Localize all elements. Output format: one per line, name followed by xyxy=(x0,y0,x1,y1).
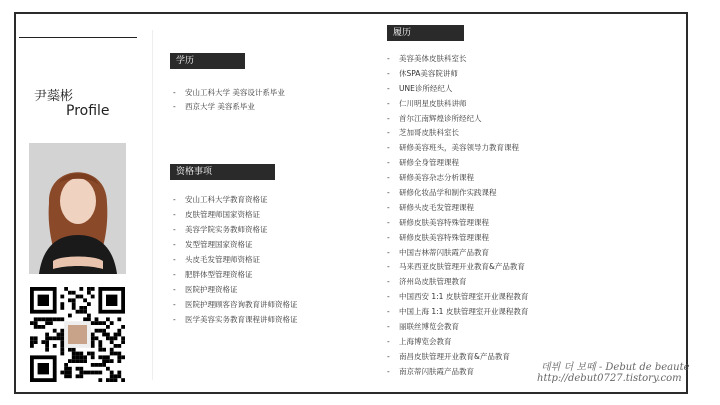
qr-module xyxy=(95,317,99,321)
bullet-dash: - xyxy=(387,83,390,93)
qr-module xyxy=(110,321,114,325)
qr-module xyxy=(60,295,64,299)
list-item-text: 马来西亚皮肤管理开业教育&产品教育 xyxy=(399,262,525,272)
qr-module xyxy=(34,321,38,325)
qr-module xyxy=(57,333,61,337)
qr-module xyxy=(68,374,72,378)
qr-module xyxy=(38,363,49,374)
qr-module xyxy=(68,291,72,295)
list-item-text: 丽联丝博览会教育 xyxy=(399,322,459,332)
bullet-dash: - xyxy=(387,262,390,272)
qr-module xyxy=(106,359,110,363)
list-item xyxy=(387,246,528,261)
list-item xyxy=(387,365,528,380)
qr-module xyxy=(57,317,61,321)
qr-module xyxy=(41,317,45,321)
qr-module xyxy=(72,348,76,352)
list-item xyxy=(387,216,528,231)
list-item-text: 头皮毛发管理师资格证 xyxy=(185,255,260,264)
qr-module xyxy=(45,344,49,348)
list-item-text: 西京大学 美容系毕业 xyxy=(185,102,255,111)
list-item xyxy=(173,86,285,100)
qr-module xyxy=(76,352,80,356)
qr-module xyxy=(30,321,34,325)
qr-module xyxy=(79,359,83,363)
bullet-dash: - xyxy=(173,255,176,264)
bullet-dash: - xyxy=(387,232,390,242)
qr-module xyxy=(114,378,118,382)
list-item-text: 安山工科大学教育资格证 xyxy=(185,195,268,204)
list-item-text: 研修皮肤美容特殊管理课程 xyxy=(399,232,489,242)
qr-module xyxy=(76,367,80,371)
qualifications-title: 资格事项 xyxy=(176,167,213,177)
bullet-dash: - xyxy=(387,307,390,317)
qr-module xyxy=(64,367,68,371)
watermark-url: http://debut0727.tistory.com xyxy=(537,373,682,384)
qr-module xyxy=(68,367,72,371)
list-item-text: 中国西安 1:1 皮肤管理室开业课程教育 xyxy=(399,292,529,302)
qr-module xyxy=(79,367,83,371)
list-item-text: 发型管理国家资格证 xyxy=(185,240,253,249)
qr-module xyxy=(38,295,49,306)
qr-module xyxy=(30,344,34,348)
list-item-text: 济州岛皮肤管理教育 xyxy=(399,277,467,287)
list-item xyxy=(173,207,298,222)
qr-module xyxy=(121,336,125,340)
qr-module xyxy=(117,374,121,378)
bullet-dash: - xyxy=(387,217,390,227)
qr-module xyxy=(60,344,64,348)
bullet-dash: - xyxy=(173,285,176,294)
qr-module xyxy=(121,340,125,344)
qr-module xyxy=(79,306,83,310)
bullet-dash: - xyxy=(387,98,390,108)
qr-module xyxy=(98,344,102,348)
bullet-dash: - xyxy=(387,351,390,361)
top-divider xyxy=(19,37,137,38)
career-list xyxy=(387,52,528,380)
qr-module xyxy=(83,371,87,375)
qr-module xyxy=(98,321,102,325)
list-item-text: 安山工科大学 美容设计系毕业 xyxy=(185,88,285,97)
qr-module xyxy=(60,329,64,333)
qr-module xyxy=(53,329,57,333)
qr-module xyxy=(79,287,83,291)
qr-module xyxy=(45,321,49,325)
list-item xyxy=(387,290,528,305)
bullet-dash: - xyxy=(173,88,176,97)
qr-module xyxy=(102,333,106,337)
qr-module xyxy=(60,340,64,344)
bullet-dash: - xyxy=(173,315,176,324)
qr-module xyxy=(79,371,83,375)
list-item-text: 医院护理资格证 xyxy=(185,285,238,294)
list-item-text: 肥胖体型管理资格证 xyxy=(185,270,253,279)
qr-module xyxy=(121,355,125,359)
qr-module xyxy=(53,336,57,340)
bullet-dash: - xyxy=(387,247,390,257)
qr-module xyxy=(76,355,80,359)
list-item-text: 南京蒂闪肤霞产品教育 xyxy=(399,366,474,376)
qr-module xyxy=(41,325,45,329)
qr-module xyxy=(45,336,49,340)
qr-module xyxy=(117,333,121,337)
qr-module xyxy=(114,344,118,348)
list-item-text: 医学美容实务教育课程讲师资格证 xyxy=(185,315,298,324)
qualifications-header xyxy=(170,164,275,180)
list-item xyxy=(173,252,298,267)
list-item xyxy=(387,201,528,216)
qr-code-graphic xyxy=(30,287,125,382)
list-item xyxy=(387,305,528,320)
qr-module xyxy=(110,374,114,378)
qr-module xyxy=(72,359,76,363)
list-item xyxy=(387,320,528,335)
qr-module xyxy=(41,340,45,344)
qr-module xyxy=(83,355,87,359)
qr-module xyxy=(83,317,87,321)
bullet-dash: - xyxy=(173,195,176,204)
qr-module xyxy=(102,348,106,352)
list-item-text: 研修头皮毛发管理课程 xyxy=(399,202,474,212)
list-item xyxy=(387,52,528,67)
bullet-dash: - xyxy=(173,300,176,309)
qr-module xyxy=(117,352,121,356)
list-item xyxy=(387,112,528,127)
qr-module xyxy=(106,333,110,337)
qr-module xyxy=(38,317,42,321)
qr-module xyxy=(49,317,53,321)
qr-module xyxy=(68,314,72,318)
qr-module xyxy=(95,363,99,367)
list-item xyxy=(173,312,298,327)
qr-module xyxy=(76,310,80,314)
bullet-dash: - xyxy=(387,68,390,78)
list-item-text: 研修美容杂志分析课程 xyxy=(399,173,474,183)
bullet-dash: - xyxy=(173,270,176,279)
bullet-dash: - xyxy=(173,240,176,249)
qr-module xyxy=(98,355,102,359)
list-item xyxy=(387,97,528,112)
qr-module xyxy=(64,363,68,367)
qr-module xyxy=(91,371,95,375)
qr-module xyxy=(64,374,68,378)
qr-module xyxy=(87,314,91,318)
bullet-dash: - xyxy=(387,128,390,138)
list-item xyxy=(387,231,528,246)
qr-module xyxy=(60,371,64,375)
qr-module xyxy=(72,302,76,306)
qr-module xyxy=(79,355,83,359)
qr-module xyxy=(64,287,68,291)
qr-module xyxy=(98,378,102,382)
list-item xyxy=(173,192,298,207)
qr-module xyxy=(106,336,110,340)
list-item xyxy=(173,100,285,114)
qr-module xyxy=(72,352,76,356)
qr-module xyxy=(68,348,72,352)
qr-module xyxy=(121,378,125,382)
qr-module xyxy=(83,359,87,363)
qr-code xyxy=(30,287,125,382)
list-item xyxy=(173,282,298,297)
qualifications-list xyxy=(173,192,298,327)
list-item xyxy=(387,350,528,365)
qr-module xyxy=(110,371,114,375)
qr-module xyxy=(102,329,106,333)
qr-module xyxy=(60,317,64,321)
qr-module xyxy=(98,329,102,333)
qr-module xyxy=(83,310,87,314)
qr-module xyxy=(87,371,91,375)
bullet-dash: - xyxy=(173,210,176,219)
qr-module xyxy=(110,359,114,363)
qr-module xyxy=(34,325,38,329)
qr-module xyxy=(60,306,64,310)
qr-module xyxy=(114,336,118,340)
bullet-dash: - xyxy=(387,158,390,168)
list-item xyxy=(387,82,528,97)
qr-module xyxy=(79,310,83,314)
qr-module xyxy=(91,344,95,348)
qr-module xyxy=(76,359,80,363)
qr-module xyxy=(106,325,110,329)
list-item-text: 研修皮肤美容特殊管理课程 xyxy=(399,217,489,227)
qr-module xyxy=(60,333,64,337)
list-item xyxy=(387,141,528,156)
bullet-dash: - xyxy=(173,102,176,111)
education-header xyxy=(170,53,245,69)
qr-module xyxy=(117,355,121,359)
bullet-dash: - xyxy=(387,143,390,153)
column-divider xyxy=(152,30,153,380)
education-list xyxy=(173,86,285,114)
qr-module xyxy=(91,352,95,356)
qr-module xyxy=(110,348,114,352)
bullet-dash: - xyxy=(387,322,390,332)
bullet-dash: - xyxy=(387,292,390,302)
list-item-text: 芝加哥皮肤科室长 xyxy=(399,128,459,138)
qr-module xyxy=(98,363,102,367)
qr-module xyxy=(91,287,95,291)
list-item xyxy=(387,156,528,171)
qr-module xyxy=(30,336,34,340)
list-item-text: 仁川明星皮肤科讲师 xyxy=(399,98,467,108)
qr-module xyxy=(83,306,87,310)
bullet-dash: - xyxy=(387,188,390,198)
list-item-text: 上海博览会教育 xyxy=(399,336,452,346)
qr-module xyxy=(114,333,118,337)
qr-module xyxy=(87,302,91,306)
qr-module xyxy=(114,374,118,378)
list-item-text: 美容美体皮肤科室长 xyxy=(399,54,467,63)
qr-module xyxy=(106,367,110,371)
qr-module xyxy=(95,329,99,333)
list-item xyxy=(387,67,528,82)
qr-module xyxy=(121,325,125,329)
qr-module xyxy=(53,317,57,321)
list-item xyxy=(173,267,298,282)
qr-module xyxy=(91,363,95,367)
qr-module xyxy=(79,352,83,356)
person-name: 尹蘂彬 xyxy=(34,89,74,104)
qr-module xyxy=(30,340,34,344)
qr-module xyxy=(60,336,64,340)
qr-module xyxy=(106,378,110,382)
list-item-text: 首尔江南辉煌诊所经纪人 xyxy=(399,113,482,123)
watermark-title: 데뷔 더 보떼 - Debut de beaute xyxy=(541,362,690,373)
qr-module xyxy=(68,325,87,344)
qr-module xyxy=(72,291,76,295)
qr-module xyxy=(45,333,49,337)
bullet-dash: - xyxy=(387,336,390,346)
qr-module xyxy=(60,352,64,356)
list-item-text: 南昌皮肤管理开业教育&产品教育 xyxy=(399,351,510,361)
list-item xyxy=(387,126,528,141)
qr-module xyxy=(110,352,114,356)
qr-module xyxy=(102,321,106,325)
list-item-text: 休SPA美容院讲师 xyxy=(399,68,458,78)
list-item xyxy=(173,297,298,312)
qr-module xyxy=(106,295,117,306)
qr-module xyxy=(98,348,102,352)
qr-module xyxy=(91,333,95,337)
list-item-text: UNE诊所经纪人 xyxy=(399,83,453,93)
qr-module xyxy=(68,298,72,302)
qr-module xyxy=(117,344,121,348)
qr-module xyxy=(72,355,76,359)
qr-module xyxy=(110,336,114,340)
qr-module xyxy=(87,287,91,291)
qr-module xyxy=(34,317,38,321)
bullet-dash: - xyxy=(387,113,390,123)
qr-module xyxy=(102,355,106,359)
bullet-dash: - xyxy=(387,202,390,212)
qr-module xyxy=(57,336,61,340)
list-item-text: 研修化妆品学和制作实践课程 xyxy=(399,188,497,198)
qr-module xyxy=(106,355,110,359)
qr-module xyxy=(95,336,99,340)
qr-module xyxy=(83,298,87,302)
qr-module xyxy=(95,371,99,375)
qr-module xyxy=(60,348,64,352)
list-item-text: 皮肤管理师国家资格证 xyxy=(185,210,260,219)
qr-module xyxy=(95,321,99,325)
bullet-dash: - xyxy=(387,277,390,287)
education-title: 学历 xyxy=(176,56,195,66)
career-header xyxy=(387,25,464,41)
qr-module xyxy=(53,344,57,348)
qr-module xyxy=(98,371,102,375)
qr-module xyxy=(91,340,95,344)
bullet-dash: - xyxy=(387,173,390,183)
qr-module xyxy=(91,355,95,359)
qr-module xyxy=(91,336,95,340)
list-item-text: 医院护理顾客咨询教育讲师资格证 xyxy=(185,300,298,309)
qr-module xyxy=(76,374,80,378)
list-item xyxy=(387,335,528,350)
qr-module xyxy=(38,325,42,329)
qr-module xyxy=(102,363,106,367)
list-item xyxy=(387,171,528,186)
bullet-dash: - xyxy=(387,54,390,63)
qr-module xyxy=(106,317,110,321)
qr-module xyxy=(60,302,64,306)
portrait-illustration xyxy=(29,143,126,274)
qr-module xyxy=(87,352,91,356)
portrait-photo xyxy=(29,143,126,274)
qr-module xyxy=(49,336,53,340)
qr-module xyxy=(34,340,38,344)
qr-module xyxy=(98,340,102,344)
qr-module xyxy=(49,321,53,325)
bullet-dash: - xyxy=(173,225,176,234)
qr-module xyxy=(45,317,49,321)
qr-module xyxy=(34,336,38,340)
qr-module xyxy=(117,371,121,375)
qr-module xyxy=(45,340,49,344)
qr-module xyxy=(72,306,76,310)
qr-module xyxy=(79,374,83,378)
qr-module xyxy=(117,329,121,333)
list-item-text: 研修全身管理课程 xyxy=(399,158,459,168)
list-item-text: 美容学院实务教师资格证 xyxy=(185,225,268,234)
qr-module xyxy=(114,352,118,356)
qr-module xyxy=(72,298,76,302)
list-item xyxy=(173,222,298,237)
list-item xyxy=(387,260,528,275)
qr-module xyxy=(110,340,114,344)
bullet-dash: - xyxy=(387,366,390,376)
list-item xyxy=(387,275,528,290)
list-item xyxy=(173,237,298,252)
qr-module xyxy=(87,291,91,295)
qr-module xyxy=(117,359,121,363)
profile-label: Profile xyxy=(66,103,110,119)
qr-module xyxy=(68,359,72,363)
qr-module xyxy=(76,295,80,299)
qr-module xyxy=(102,359,106,363)
qr-module xyxy=(68,371,72,375)
qr-module xyxy=(45,348,49,352)
qr-module xyxy=(110,378,114,382)
qr-module xyxy=(64,371,68,375)
career-title: 履历 xyxy=(393,28,412,38)
qr-module xyxy=(117,317,121,321)
qr-module xyxy=(79,295,83,299)
list-item-text: 中国上海 1:1 皮肤管理室开业课程教育 xyxy=(399,307,529,317)
list-item-text: 中国吉林蒂闪肤霞产品教育 xyxy=(399,247,489,257)
qr-module xyxy=(91,295,95,299)
qr-module xyxy=(87,317,91,321)
qr-module xyxy=(91,321,95,325)
list-item xyxy=(387,186,528,201)
list-item-text: 研修美容班头，美容领导力教育课程 xyxy=(399,143,519,153)
